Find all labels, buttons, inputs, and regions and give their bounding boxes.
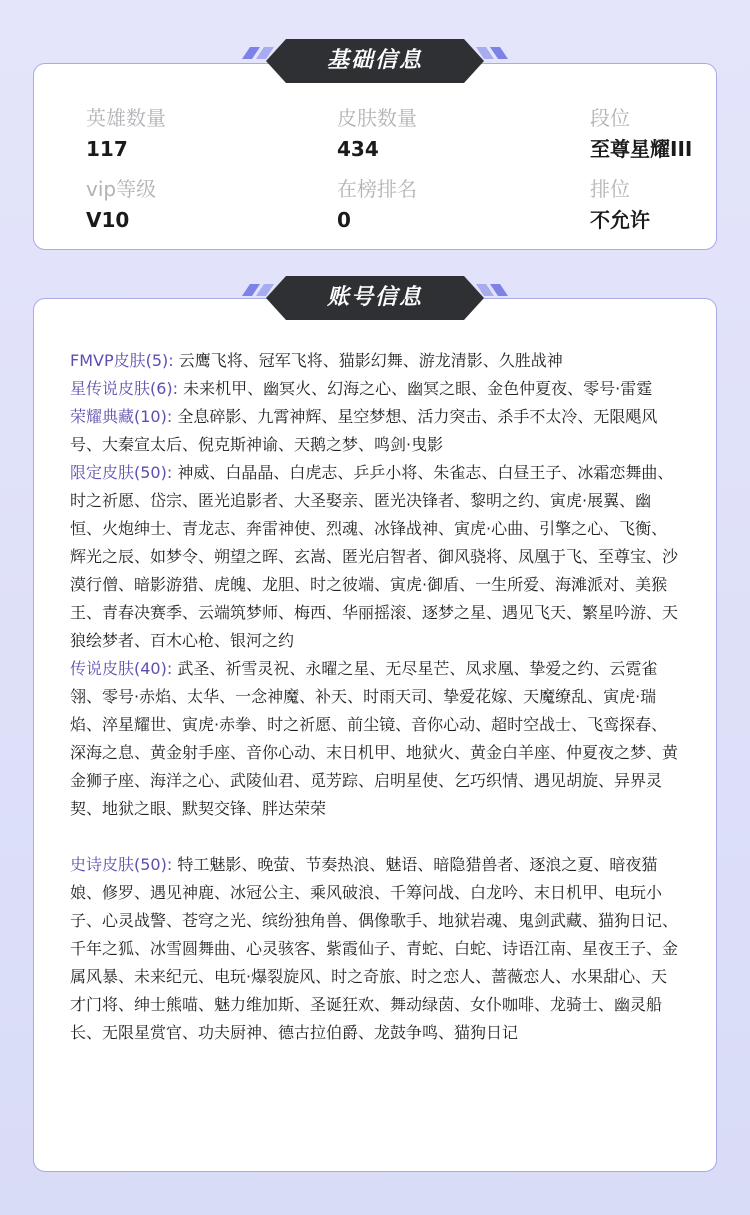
stat-skin-count	[337, 106, 417, 161]
category-star-legend	[70, 375, 682, 403]
category-items: 武圣、祈雪灵祝、永曜之星、无尽星芒、凤求凰、挚爱之约、云霓雀翎、零号·赤焰、太华、一念神魔、补天、时雨天司、挚爱花嫁、天魔缭乱、寅虎·瑞焰、淬星耀世、寅虎·赤拳、时之祈愿、前尘镜、音你心动、超时空战士、飞鸾探春、深海之息、黄金射手座、音你心动、末日机甲、地狱火、黄金白羊座、仲夏夜之梦、黄金狮子座、海洋之心、武陵仙君、觅芳踪、启明星使、乞巧织情、遇见胡旋、异界灵契、地狱之眼、默契交锋、胖达荣荣	[70, 659, 679, 818]
basic-info-header	[0, 37, 750, 87]
stat-vip-level	[86, 177, 156, 232]
category-items: 全息碎影、九霄神辉、星空梦想、活力突击、杀手不太冷、无限飓风号、大秦宣太后、倪克斯神谕、天鹅之梦、鸣剑·曳影	[70, 407, 658, 454]
category-name: FMVP皮肤(5):	[70, 351, 174, 370]
stat-ranked-allowed	[590, 177, 650, 232]
section-title: 账号信息	[326, 285, 423, 310]
basic-info-card	[33, 63, 717, 250]
stat-hero-count	[86, 106, 166, 161]
stat-label: 段位	[590, 106, 630, 130]
category-name: 传说皮肤(40):	[70, 659, 173, 678]
category-items: 云鹰飞将、冠军飞将、猫影幻舞、游龙清影、久胜战神	[178, 351, 563, 370]
category-epic	[70, 851, 682, 1047]
account-info-card	[33, 298, 717, 1172]
stat-label: vip等级	[86, 177, 157, 201]
stat-label: 在榜排名	[337, 177, 417, 201]
stat-label: 英雄数量	[86, 106, 166, 130]
stat-value: 至尊星耀III	[590, 137, 693, 161]
stat-value: 117	[86, 137, 128, 161]
stat-value: 0	[337, 208, 351, 232]
stat-label: 排位	[590, 177, 630, 201]
stat-label: 皮肤数量	[337, 106, 417, 130]
skin-list	[70, 347, 682, 1047]
category-items: 神威、白晶晶、白虎志、乒乒小将、朱雀志、白昼王子、冰霜恋舞曲、时之祈愿、岱宗、匿光追影者、大圣娶亲、匿光决锋者、黎明之约、寅虎·展翼、幽恒、火炮绅士、青龙志、奔雷神使、烈魂、冰锋战神、寅虎·心曲、引擎之心、飞衡、辉光之辰、如梦令、朔望之晖、玄嵩、匿光启智者、御风骁将、凤凰于飞、至尊宝、沙漠行僧、暗影游猎、虎魄、龙胆、时之彼端、寅虎·御盾、一生所爱、海滩派对、美猴王、青春决赛季、云端筑梦师、梅西、华丽摇滚、逐梦之星、遇见飞天、繁星吟游、天狼绘梦者、百木心枪、银河之约	[70, 463, 679, 650]
category-name: 史诗皮肤(50):	[70, 855, 173, 874]
category-items: 特工魅影、晚萤、节奏热浪、魅语、暗隐猎兽者、逐浪之夏、暗夜猫娘、修罗、遇见神鹿、冰冠公主、乘风破浪、千筹问战、白龙吟、末日机甲、电玩小子、心灵战警、苍穹之光、缤纷独角兽、偶像歌手、地狱岩魂、鬼剑武藏、猫狗日记、千年之狐、冰雪圆舞曲、心灵骇客、紫霞仙子、青蛇、白蛇、诗语江南、星夜王子、金属风暴、未来纪元、电玩·爆裂旋风、时之奇旅、时之恋人、蔷薇恋人、水果甜心、天才门将、绅士熊喵、魅力维加斯、圣诞狂欢、舞动绿茵、女仆咖啡、龙骑士、幽灵船长、无限星赏官、功夫厨神、德古拉伯爵、龙鼓争鸣、猫狗日记	[70, 855, 679, 1042]
category-name: 限定皮肤(50):	[70, 463, 173, 482]
category-limited	[70, 459, 682, 655]
account-info-header	[0, 274, 750, 324]
stat-leaderboard-rank	[337, 177, 417, 232]
category-fmvp	[70, 347, 682, 375]
stat-value: 434	[337, 137, 379, 161]
category-name: 荣耀典藏(10):	[70, 407, 173, 426]
stat-value: V10	[86, 208, 130, 232]
stat-value: 不允许	[590, 208, 650, 232]
spacer	[70, 823, 682, 851]
category-items: 未来机甲、幽冥火、幻海之心、幽冥之眼、金色仲夏夜、零号·雷霆	[183, 379, 653, 398]
category-legend	[70, 655, 682, 823]
section-title: 基础信息	[326, 48, 423, 73]
category-name: 星传说皮肤(6):	[70, 379, 179, 398]
stat-rank-tier	[590, 106, 692, 161]
category-glory-collection	[70, 403, 682, 459]
